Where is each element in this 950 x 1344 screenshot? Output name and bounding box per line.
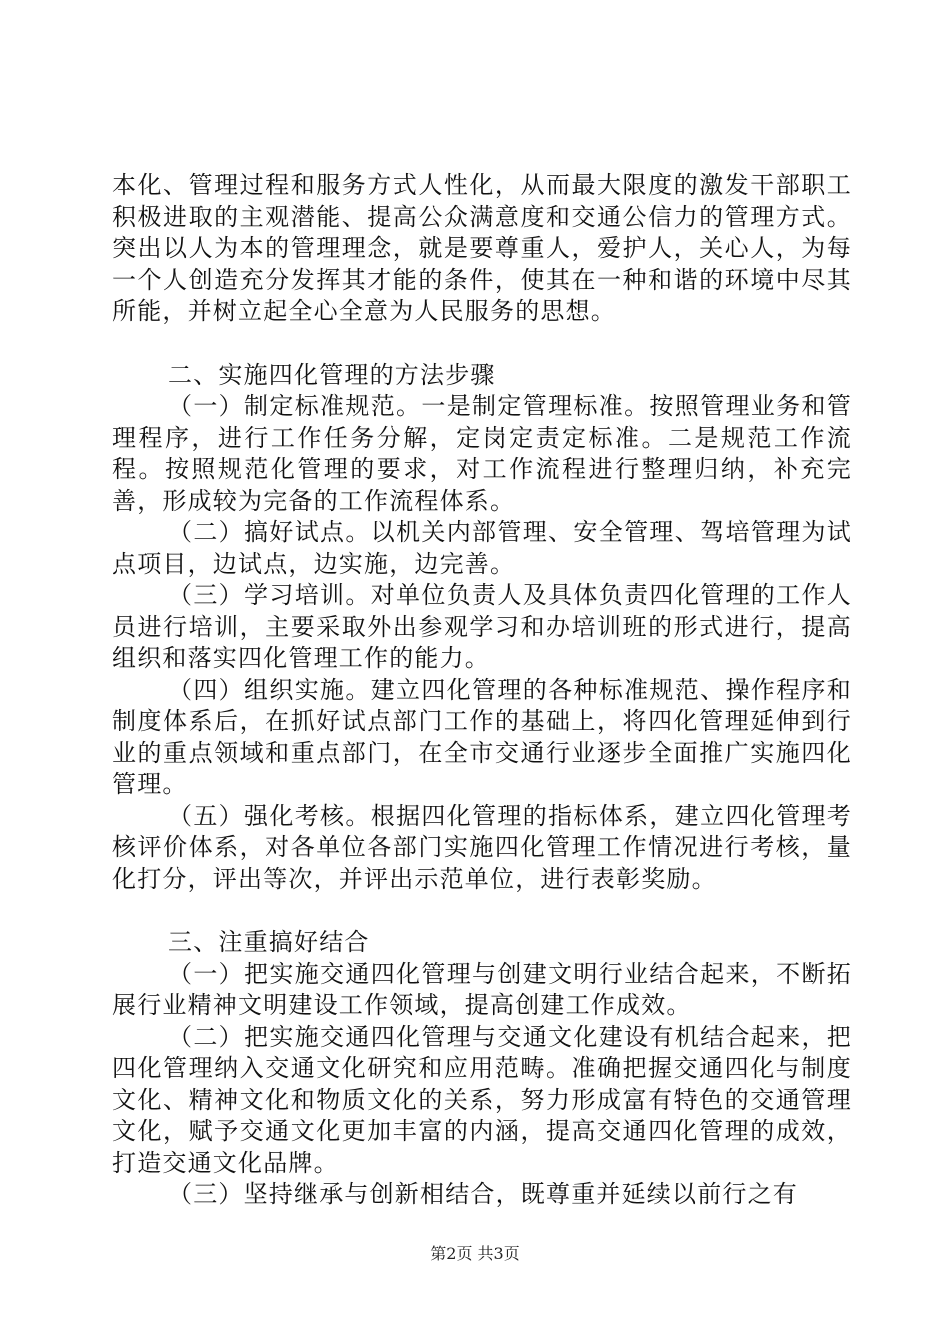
paragraph-2-3: （三）学习培训。对单位负责人及具体负责四化管理的工作人员进行培训，主要采取外出参观学习和办培训班的形式进行，提高组织和落实四化管理工作的能力。 xyxy=(112,581,852,672)
paragraph-2-2: （二）搞好试点。以机关内部管理、安全管理、驾培管理为试点项目，边试点，边实施，边完善。 xyxy=(112,518,852,578)
paragraph-3-2: （二）把实施交通四化管理与交通文化建设有机结合起来，把四化管理纳入交通文化研究和应用范畴。准确把握交通四化与制度文化、精神文化和物质文化的关系，努力形成富有特色的交通管理文化，赋予交通文化更加丰富的内涵，提高交通四化管理的成效，打造交通文化品牌。 xyxy=(112,1022,852,1177)
section-gap xyxy=(112,328,852,360)
paragraph-2-1: （一）制定标准规范。一是制定管理标准。按照管理业务和管理程序，进行工作任务分解，定岗定责定标准。二是规范工作流程。按照规范化管理的要求，对工作流程进行整理归纳，补充完善，形成较为完备的工作流程体系。 xyxy=(112,392,852,515)
section-heading-2: 二、实施四化管理的方法步骤 xyxy=(168,360,496,389)
paragraph-3-3: （三）坚持继承与创新相结合，既尊重并延续以前行之有 xyxy=(168,1180,798,1208)
paragraph-2-5: （五）强化考核。根据四化管理的指标体系，建立四化管理考核评价体系，对各单位各部门实施四化管理工作情况进行考核，量化打分，评出等次，并评出示范单位，进行表彰奖励。 xyxy=(112,801,852,893)
section-heading-3: 三、注重搞好结合 xyxy=(168,928,370,956)
document-body xyxy=(112,170,852,1211)
page-footer: 第2页 共3页 xyxy=(430,1244,520,1263)
section-gap xyxy=(112,895,852,927)
paragraph-2-4: （四）组织实施。建立四化管理的各种标准规范、操作程序和制度体系后，在抓好试点部门工作的基础上，将四化管理延伸到行业的重点领域和重点部门，在全市交通行业逐步全面推广实施四化管理。 xyxy=(112,675,852,798)
paragraph-3-1: （一）把实施交通四化管理与创建文明行业结合起来，不断拓展行业精神文明建设工作领域，提高创建工作成效。 xyxy=(112,959,852,1019)
intro-paragraph: 本化、管理过程和服务方式人性化，从而最大限度的激发干部职工积极进取的主观潜能、提高公众满意度和交通公信力的管理方式。突出以人为本的管理理念，就是要尊重人，爱护人，关心人，为每一个人创造充分发挥其才能的条件，使其在一种和谐的环境中尽其所能，并树立起全心全意为人民服务的思想。 xyxy=(112,171,852,325)
